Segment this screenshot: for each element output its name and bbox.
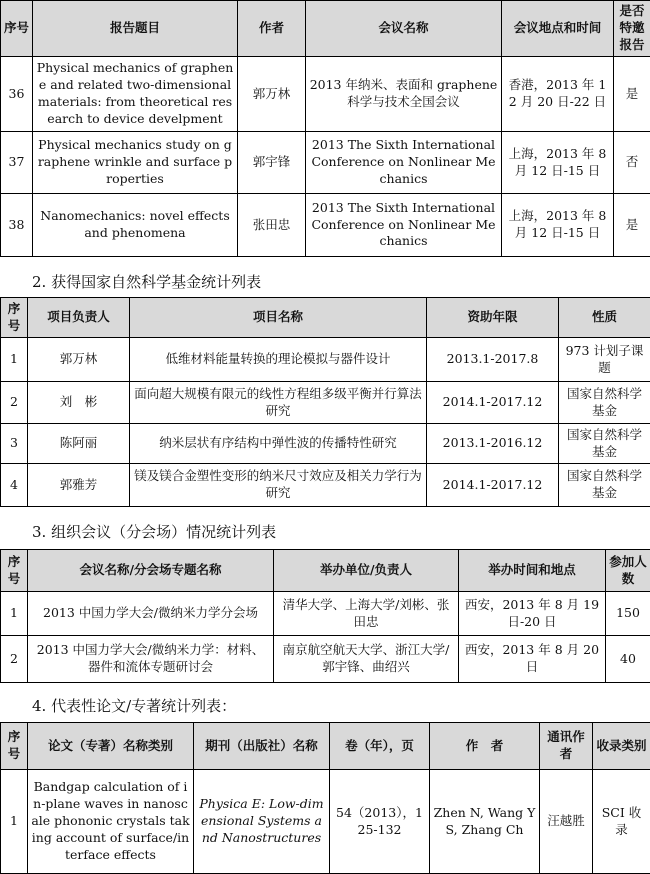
table-row bbox=[1, 770, 650, 874]
header-cell: 卷（年），页 bbox=[330, 723, 430, 770]
report-table bbox=[0, 0, 650, 257]
header-cell: 参加人数 bbox=[606, 550, 650, 592]
header-cell: 序号 bbox=[1, 298, 28, 338]
cell: 2013.1-2017.8 bbox=[427, 338, 559, 382]
cell: 郭宇锋 bbox=[238, 132, 306, 194]
cell: 香港，2013 年 12 月 20 日-22 日 bbox=[502, 57, 614, 132]
cell: 上海，2013 年 8 月 12 日-15 日 bbox=[502, 194, 614, 257]
header-cell: 会议名称/分会场专题名称 bbox=[28, 550, 274, 592]
header-cell: 会议名称 bbox=[306, 1, 502, 57]
header-cell: 收录类别 bbox=[593, 723, 650, 770]
table-row bbox=[1, 636, 650, 683]
cell: Nanomechanics: novel effects and phenomena bbox=[33, 194, 238, 257]
cell: 面向超大规模有限元的线性方程组多级平衡并行算法研究 bbox=[130, 382, 427, 424]
cell: 3 bbox=[1, 424, 28, 464]
cell: 南京航空航天大学、浙江大学/郭宇锋、曲绍兴 bbox=[274, 636, 459, 683]
header-cell: 序号 bbox=[1, 550, 28, 592]
cell: 清华大学、上海大学/刘彬、张田忠 bbox=[274, 592, 459, 636]
section-title-meetings: 3. 组织会议（分会场）情况统计列表 bbox=[32, 523, 277, 541]
cell: 陈阿丽 bbox=[28, 424, 130, 464]
cell: Bandgap calculation of in-plane waves in nanoscale phononic crystals taking account of surface/interface effects bbox=[28, 770, 194, 874]
cell: 否 bbox=[614, 132, 650, 194]
meetings-table bbox=[0, 549, 650, 683]
table-row bbox=[1, 338, 650, 382]
header-cell: 论文（专著）名称类别 bbox=[28, 723, 194, 770]
header-cell: 作者 bbox=[238, 1, 306, 57]
header-cell: 报告题目 bbox=[33, 1, 238, 57]
cell: 1 bbox=[1, 338, 28, 382]
cell: SCI 收录 bbox=[593, 770, 650, 874]
table-row bbox=[1, 57, 650, 132]
table-row bbox=[1, 382, 650, 424]
cell: 36 bbox=[1, 57, 33, 132]
cell: 2014.1-2017.12 bbox=[427, 382, 559, 424]
cell: 西安，2013 年 8 月 20 日 bbox=[459, 636, 606, 683]
cell: 40 bbox=[606, 636, 650, 683]
cell: 2 bbox=[1, 382, 28, 424]
header-cell: 资助年限 bbox=[427, 298, 559, 338]
cell: 镁及镁合金塑性变形的纳米尺寸效应及相关力学行为研究 bbox=[130, 464, 427, 507]
cell: 54（2013），125-132 bbox=[330, 770, 430, 874]
cell: 1 bbox=[1, 770, 28, 874]
cell: Zhen N, Wang Y S, Zhang Ch bbox=[430, 770, 540, 874]
cell: 2013 中国力学大会/微纳米力学：材料、器件和流体专题研讨会 bbox=[28, 636, 274, 683]
cell: 2013 年纳米、表面和 graphene 科学与技术全国会议 bbox=[306, 57, 502, 132]
section-title-nsfc: 2. 获得国家自然科学基金统计列表 bbox=[32, 273, 262, 291]
cell: 西安，2013 年 8 月 19 日-20 日 bbox=[459, 592, 606, 636]
cell: 国家自然科学基金 bbox=[559, 382, 650, 424]
cell: 2013 The Sixth International Conference on Nonlinear Mechanics bbox=[306, 132, 502, 194]
header-cell: 项目负责人 bbox=[28, 298, 130, 338]
table-row bbox=[1, 132, 650, 194]
header-cell: 项目名称 bbox=[130, 298, 427, 338]
cell: Physica E: Low-dimensional Systems and Nanostructures bbox=[194, 770, 330, 874]
cell: 2014.1-2017.12 bbox=[427, 464, 559, 507]
table-row bbox=[1, 424, 650, 464]
cell: 纳米层状有序结构中弹性波的传播特性研究 bbox=[130, 424, 427, 464]
header-cell: 举办单位/负责人 bbox=[274, 550, 459, 592]
table-row bbox=[1, 194, 650, 257]
cell: 37 bbox=[1, 132, 33, 194]
papers-table bbox=[0, 722, 650, 874]
cell: 1 bbox=[1, 592, 28, 636]
cell: 150 bbox=[606, 592, 650, 636]
cell: 国家自然科学基金 bbox=[559, 464, 650, 507]
cell: 郭万林 bbox=[28, 338, 130, 382]
table-row bbox=[1, 464, 650, 507]
cell: 低维材料能量转换的理论模拟与器件设计 bbox=[130, 338, 427, 382]
cell: 上海，2013 年 8 月 12 日-15 日 bbox=[502, 132, 614, 194]
cell: 张田忠 bbox=[238, 194, 306, 257]
cell: Physical mechanics of graphene and related two-dimensional materials: from theoretical research to device develpment bbox=[33, 57, 238, 132]
header-cell: 期刊（出版社）名称 bbox=[194, 723, 330, 770]
cell: 郭万林 bbox=[238, 57, 306, 132]
cell: 2013 中国力学大会/微纳米力学分会场 bbox=[28, 592, 274, 636]
cell: Physical mechanics study on graphene wrinkle and surface properties bbox=[33, 132, 238, 194]
section-title-papers: 4. 代表性论文/专著统计列表： bbox=[32, 697, 237, 715]
cell: 4 bbox=[1, 464, 28, 507]
header-cell: 作 者 bbox=[430, 723, 540, 770]
header-cell: 序号 bbox=[1, 1, 33, 57]
cell: 是 bbox=[614, 57, 650, 132]
cell: 国家自然科学基金 bbox=[559, 424, 650, 464]
header-cell: 举办时间和地点 bbox=[459, 550, 606, 592]
header-cell: 通讯作者 bbox=[540, 723, 593, 770]
cell: 38 bbox=[1, 194, 33, 257]
cell: 汪越胜 bbox=[540, 770, 593, 874]
cell: 郭雅芳 bbox=[28, 464, 130, 507]
cell: 刘 彬 bbox=[28, 382, 130, 424]
nsfc-table bbox=[0, 297, 650, 507]
header-cell: 性质 bbox=[559, 298, 650, 338]
cell: 2 bbox=[1, 636, 28, 683]
table-row bbox=[1, 592, 650, 636]
cell: 是 bbox=[614, 194, 650, 257]
header-cell: 是否特邀报告 bbox=[614, 1, 650, 57]
cell: 2013 The Sixth International Conference on Nonlinear Mechanics bbox=[306, 194, 502, 257]
header-cell: 序号 bbox=[1, 723, 28, 770]
cell: 2013.1-2016.12 bbox=[427, 424, 559, 464]
header-cell: 会议地点和时间 bbox=[502, 1, 614, 57]
cell: 973 计划子课题 bbox=[559, 338, 650, 382]
